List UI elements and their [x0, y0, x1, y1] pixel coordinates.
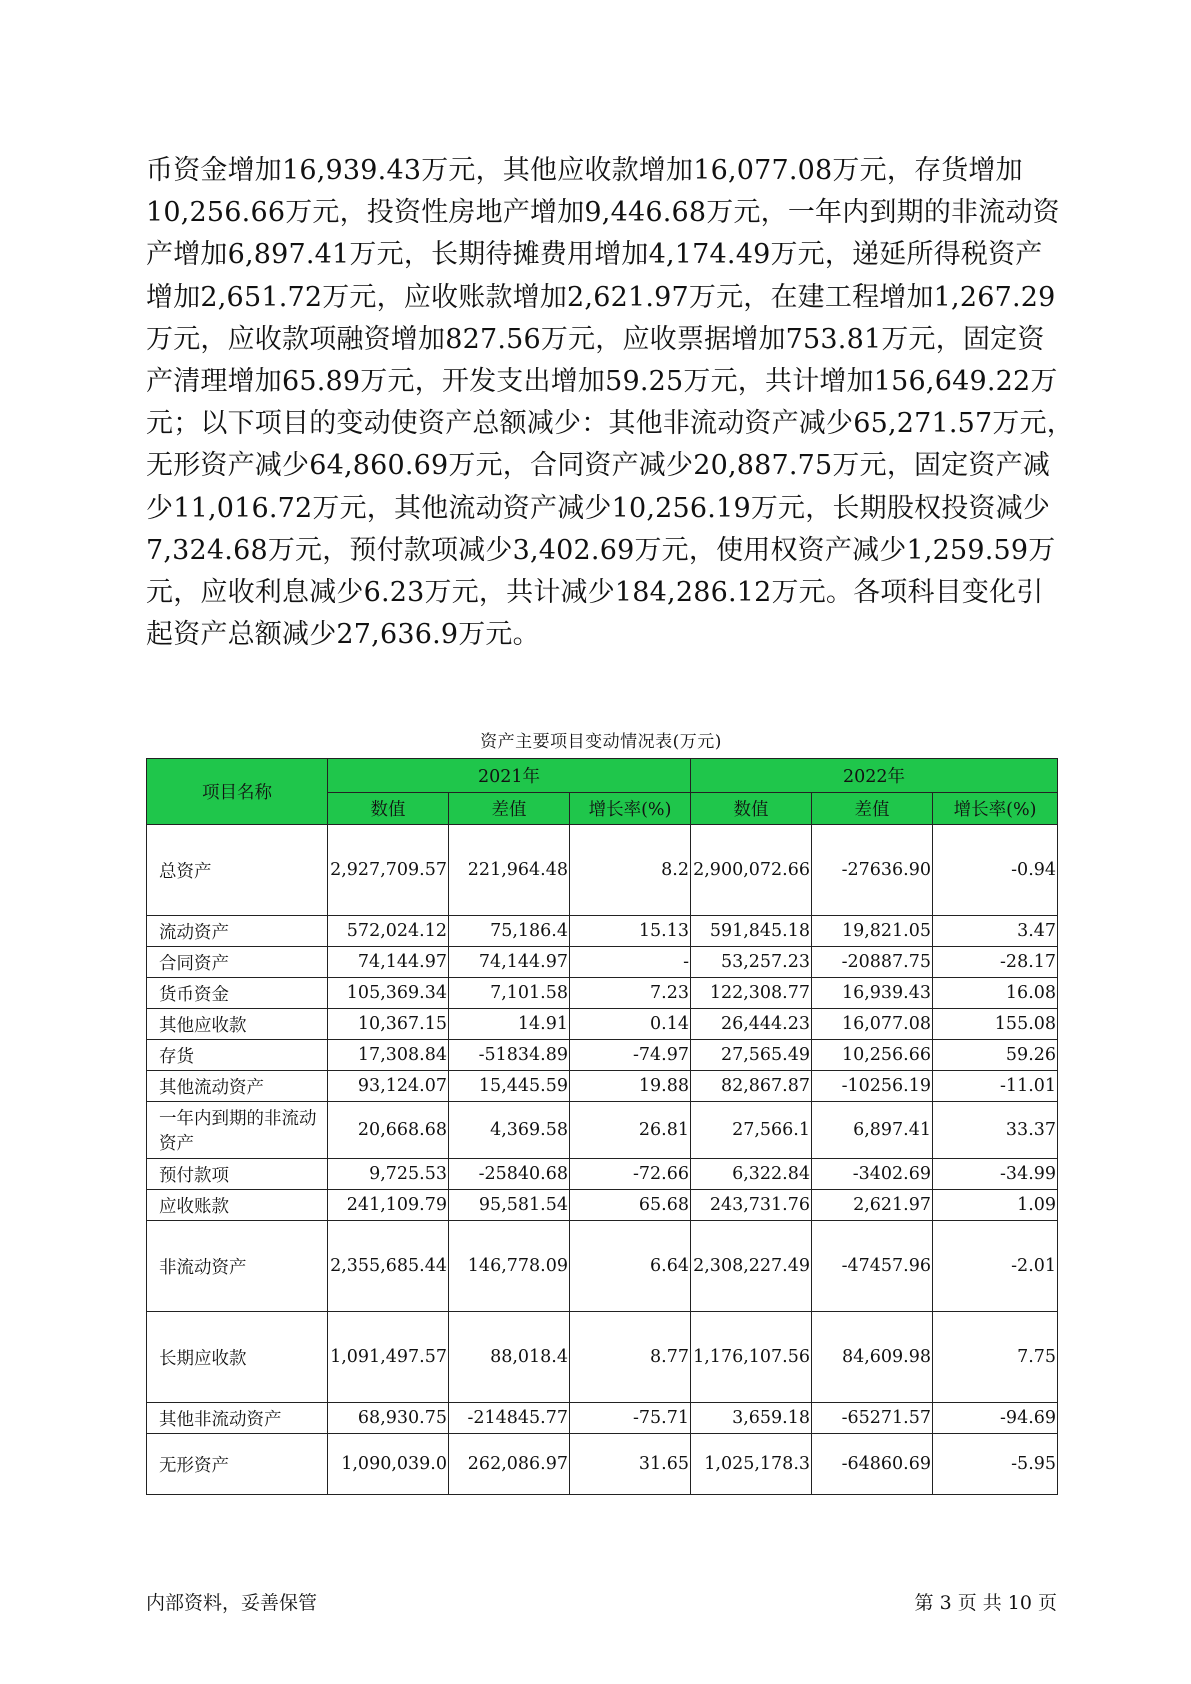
cell-rate-2021: -74.97: [570, 1040, 691, 1071]
header-rate-2021: 增长率(%): [570, 793, 691, 825]
cell-rate-2021: 31.65: [570, 1434, 691, 1495]
cell-item-name: 其他非流动资产: [147, 1403, 328, 1434]
cell-diff-2021: 15,445.59: [449, 1071, 570, 1102]
cell-value-2022: 6,322.84: [691, 1159, 812, 1190]
cell-value-2021: 93,124.07: [328, 1071, 449, 1102]
footer-page-number: 第 3 页 共 10 页: [914, 1592, 1057, 1614]
cell-value-2021: 20,668.68: [328, 1102, 449, 1159]
table-row: [147, 1040, 1058, 1071]
cell-value-2021: 68,930.75: [328, 1403, 449, 1434]
paragraph-line: 少11,016.72万元，其他流动资产减少10,256.19万元，长期股权投资减少: [146, 492, 1051, 524]
cell-item-name: 无形资产: [147, 1434, 328, 1495]
cell-diff-2021: 146,778.09: [449, 1221, 570, 1312]
cell-diff-2021: 7,101.58: [449, 978, 570, 1009]
cell-diff-2022: -3402.69: [812, 1159, 933, 1190]
cell-diff-2022: -27636.90: [812, 825, 933, 916]
cell-diff-2021: -51834.89: [449, 1040, 570, 1071]
cell-item-name: 长期应收款: [147, 1312, 328, 1403]
paragraph-line: 无形资产减少64,860.69万元，合同资产减少20,887.75万元，固定资产减: [146, 450, 1051, 482]
cell-value-2022: 82,867.87: [691, 1071, 812, 1102]
cell-diff-2022: -65271.57: [812, 1403, 933, 1434]
footer-confidential-note: 内部资料，妥善保管: [146, 1592, 318, 1614]
cell-value-2022: 243,731.76: [691, 1190, 812, 1221]
cell-diff-2021: 14.91: [449, 1009, 570, 1040]
cell-rate-2022: 33.37: [933, 1102, 1058, 1159]
table-row: [147, 978, 1058, 1009]
table-row: [147, 1159, 1058, 1190]
cell-diff-2022: 16,939.43: [812, 978, 933, 1009]
cell-rate-2021: 26.81: [570, 1102, 691, 1159]
paragraph-line: 元；以下项目的变动使资产总额减少：其他非流动资产减少65,271.57万元，: [146, 408, 1075, 440]
cell-value-2021: 1,091,497.57: [328, 1312, 449, 1403]
cell-rate-2021: 8.77: [570, 1312, 691, 1403]
cell-value-2021: 17,308.84: [328, 1040, 449, 1071]
cell-rate-2021: 15.13: [570, 916, 691, 947]
cell-item-name: 其他流动资产: [147, 1071, 328, 1102]
cell-rate-2021: 65.68: [570, 1190, 691, 1221]
cell-rate-2021: 0.14: [570, 1009, 691, 1040]
cell-value-2022: 2,308,227.49: [691, 1221, 812, 1312]
header-year-2022: 2022年: [691, 759, 1058, 793]
cell-rate-2021: 7.23: [570, 978, 691, 1009]
table-row: [147, 1009, 1058, 1040]
paragraph-line: 产增加6,897.41万元，长期待摊费用增加4,174.49万元，递延所得税资产: [146, 239, 1043, 271]
cell-value-2021: 1,090,039.0: [328, 1434, 449, 1495]
cell-rate-2021: 19.88: [570, 1071, 691, 1102]
cell-rate-2021: -72.66: [570, 1159, 691, 1190]
cell-diff-2022: 6,897.41: [812, 1102, 933, 1159]
cell-rate-2021: 6.64: [570, 1221, 691, 1312]
cell-rate-2021: -: [570, 947, 691, 978]
cell-rate-2021: 8.2: [570, 825, 691, 916]
paragraph-line: 元，应收利息减少6.23万元，共计减少184,286.12万元。各项科目变化引: [146, 577, 1044, 609]
table-row: [147, 916, 1058, 947]
table-row: [147, 1102, 1058, 1159]
cell-item-name: 非流动资产: [147, 1221, 328, 1312]
cell-diff-2021: 95,581.54: [449, 1190, 570, 1221]
cell-rate-2022: 59.26: [933, 1040, 1058, 1071]
paragraph-line: 币资金增加16,939.43万元，其他应收款增加16,077.08万元，存货增加: [146, 155, 1023, 186]
header-value-2022: 数值: [691, 793, 812, 825]
cell-rate-2022: 155.08: [933, 1009, 1058, 1040]
cell-value-2022: 27,565.49: [691, 1040, 812, 1071]
cell-rate-2022: -94.69: [933, 1403, 1058, 1434]
cell-diff-2022: -10256.19: [812, 1071, 933, 1102]
paragraph-line: 7,324.68万元，预付款项减少3,402.69万元，使用权资产减少1,259.59万: [146, 534, 1056, 566]
body-paragraph: [146, 150, 1075, 656]
paragraph-line: 万元，应收款项融资增加827.56万元，应收票据增加753.81万元，固定资: [146, 323, 1045, 355]
paragraph-line: 产清理增加65.89万元，开发支出增加59.25万元，共计增加156,649.22万: [146, 366, 1058, 398]
cell-value-2022: 1,025,178.3: [691, 1434, 812, 1495]
paragraph-line: 10,256.66万元，投资性房地产增加9,446.68万元，一年内到期的非流动资: [146, 197, 1060, 229]
cell-diff-2022: -47457.96: [812, 1221, 933, 1312]
cell-rate-2022: 7.75: [933, 1312, 1058, 1403]
cell-diff-2021: 262,086.97: [449, 1434, 570, 1495]
cell-diff-2022: -20887.75: [812, 947, 933, 978]
cell-rate-2022: -11.01: [933, 1071, 1058, 1102]
cell-value-2022: 3,659.18: [691, 1403, 812, 1434]
table-row: [147, 1312, 1058, 1403]
cell-value-2021: 9,725.53: [328, 1159, 449, 1190]
header-rate-2022: 增长率(%): [933, 793, 1058, 825]
cell-diff-2022: 84,609.98: [812, 1312, 933, 1403]
cell-rate-2022: -34.99: [933, 1159, 1058, 1190]
cell-value-2022: 122,308.77: [691, 978, 812, 1009]
cell-value-2021: 2,927,709.57: [328, 825, 449, 916]
table-row: [147, 1190, 1058, 1221]
cell-diff-2022: 19,821.05: [812, 916, 933, 947]
cell-rate-2022: 16.08: [933, 978, 1058, 1009]
cell-rate-2022: 1.09: [933, 1190, 1058, 1221]
paragraph-line: 增加2,651.72万元，应收账款增加2,621.97万元，在建工程增加1,267.29: [146, 281, 1056, 313]
cell-value-2022: 26,444.23: [691, 1009, 812, 1040]
cell-item-name: 总资产: [147, 825, 328, 916]
asset-changes-table: [146, 758, 1058, 1495]
cell-diff-2022: 10,256.66: [812, 1040, 933, 1071]
cell-diff-2021: 221,964.48: [449, 825, 570, 916]
cell-item-name: 货币资金: [147, 978, 328, 1009]
header-diff-2022: 差值: [812, 793, 933, 825]
cell-value-2021: 2,355,685.44: [328, 1221, 449, 1312]
table-caption: 资产主要项目变动情况表(万元): [480, 732, 722, 752]
cell-diff-2021: 88,018.4: [449, 1312, 570, 1403]
cell-item-name: 流动资产: [147, 916, 328, 947]
cell-value-2021: 572,024.12: [328, 916, 449, 947]
cell-diff-2022: -64860.69: [812, 1434, 933, 1495]
cell-item-name: 合同资产: [147, 947, 328, 978]
cell-value-2021: 74,144.97: [328, 947, 449, 978]
table-row: [147, 947, 1058, 978]
paragraph-line: 起资产总额减少27,636.9万元。: [146, 619, 540, 651]
header-diff-2021: 差值: [449, 793, 570, 825]
table-row: [147, 1434, 1058, 1495]
cell-diff-2021: 74,144.97: [449, 947, 570, 978]
cell-value-2022: 591,845.18: [691, 916, 812, 947]
cell-item-name: 一年内到期的非流动资产: [147, 1102, 328, 1159]
cell-rate-2022: -5.95: [933, 1434, 1058, 1495]
cell-diff-2021: -25840.68: [449, 1159, 570, 1190]
cell-diff-2021: 75,186.4: [449, 916, 570, 947]
cell-value-2022: 53,257.23: [691, 947, 812, 978]
table-row: [147, 1221, 1058, 1312]
table-row: [147, 1071, 1058, 1102]
cell-item-name: 预付款项: [147, 1159, 328, 1190]
cell-value-2021: 105,369.34: [328, 978, 449, 1009]
table-row: [147, 1403, 1058, 1434]
cell-diff-2022: 2,621.97: [812, 1190, 933, 1221]
cell-diff-2022: 16,077.08: [812, 1009, 933, 1040]
cell-value-2021: 241,109.79: [328, 1190, 449, 1221]
cell-item-name: 存货: [147, 1040, 328, 1071]
cell-value-2022: 27,566.1: [691, 1102, 812, 1159]
cell-item-name: 应收账款: [147, 1190, 328, 1221]
cell-value-2022: 1,176,107.56: [691, 1312, 812, 1403]
header-year-2021: 2021年: [328, 759, 691, 793]
cell-rate-2022: -0.94: [933, 825, 1058, 916]
cell-item-name: 其他应收款: [147, 1009, 328, 1040]
cell-diff-2021: 4,369.58: [449, 1102, 570, 1159]
header-value-2021: 数值: [328, 793, 449, 825]
cell-rate-2022: -28.17: [933, 947, 1058, 978]
header-item-name: 项目名称: [147, 759, 328, 825]
cell-value-2021: 10,367.15: [328, 1009, 449, 1040]
cell-value-2022: 2,900,072.66: [691, 825, 812, 916]
cell-rate-2021: -75.71: [570, 1403, 691, 1434]
cell-diff-2021: -214845.77: [449, 1403, 570, 1434]
cell-rate-2022: -2.01: [933, 1221, 1058, 1312]
cell-rate-2022: 3.47: [933, 916, 1058, 947]
table-row: [147, 825, 1058, 916]
